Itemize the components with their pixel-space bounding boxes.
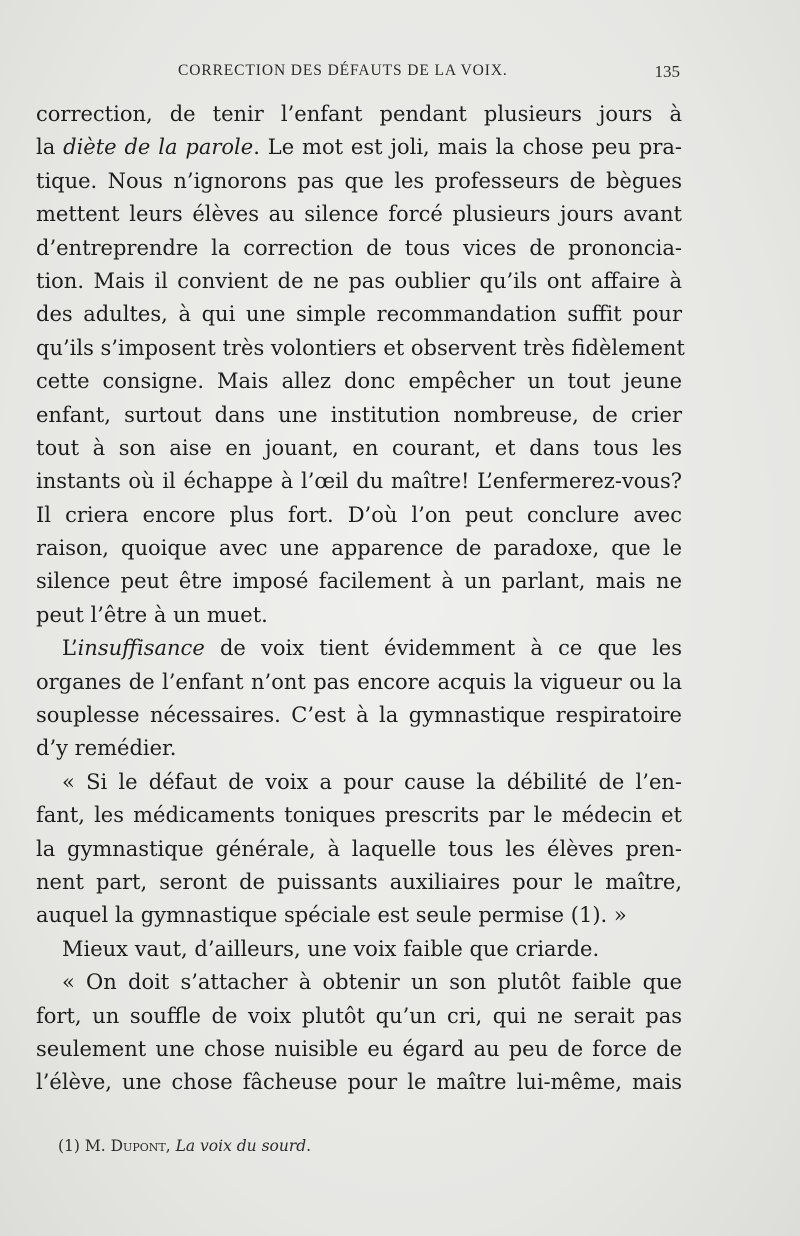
italic-word: insuffisance <box>77 636 205 661</box>
text-line: nent part, seront de puissants auxiliaires pour le maître, <box>36 869 682 894</box>
text-line: la diète de la parole. Le mot est joli, mais la chose peu pra- <box>36 135 682 160</box>
running-title: CORRECTION DES DÉFAUTS DE LA VOIX. <box>178 62 508 79</box>
page-header <box>36 62 680 88</box>
footnote-author: M. Dupont <box>84 1137 166 1155</box>
text-line: d’entreprendre la correction de tous vices de prononcia- <box>36 235 682 260</box>
text-line: auquel la gymnastique spéciale est seule permise (1). » <box>36 903 627 928</box>
footnote-marker: (1) <box>58 1137 85 1155</box>
footnote-title: La voix du sourd <box>175 1137 307 1155</box>
text-line: la gymnastique générale, à laquelle tous les élèves pren- <box>36 836 682 861</box>
text-line: L’insuffisance de voix tient évidemment à ce que les <box>62 636 682 661</box>
italic-phrase: diète de la parole <box>63 135 254 160</box>
page-number: 135 <box>654 62 680 81</box>
text-line: correction, de tenir l’enfant pendant plusieurs jours à <box>36 102 682 126</box>
text-line: silence peut être imposé facilement à un parlant, mais ne <box>36 569 682 594</box>
text-line: Mieux vaut, d’ailleurs, une voix faible que criarde. <box>62 936 600 961</box>
text-line: peut l’être à un muet. <box>36 602 268 627</box>
text-line: instants où il échappe à l’œil du maître! L’enfermerez-vous? <box>36 469 682 494</box>
body-text <box>36 98 685 1100</box>
text-line: tout à son aise en jouant, en courant, et dans tous les <box>36 435 682 460</box>
text-line: « Si le défaut de voix a pour cause la débilité de l’en- <box>62 769 682 794</box>
text-line: qu’ils s’imposent très volontiers et observent très fidèlement <box>36 335 685 360</box>
text-line: des adultes, à qui une simple recommandation suffit pour <box>36 302 682 327</box>
text-line: raison, quoique avec une apparence de paradoxe, que le <box>36 536 682 561</box>
text-line: tion. Mais il convient de ne pas oublier qu’ils ont affaire à <box>36 268 682 293</box>
text-line: seulement une chose nuisible eu égard au peu de force de <box>36 1036 682 1061</box>
text-line: fant, les médicaments toniques prescrits par le médecin et <box>36 803 682 828</box>
footnote: (1) M. Dupont, La voix du sourd. <box>58 1137 312 1155</box>
text-line: Il criera encore plus fort. D’où l’on peut conclure avec <box>36 502 682 527</box>
text-line: souplesse nécessaires. C’est à la gymnastique respiratoire <box>36 703 682 728</box>
text-line: mettent leurs élèves au silence forcé plusieurs jours avant <box>36 202 682 227</box>
text-line: l’élève, une chose fâcheuse pour le maître lui-même, mais <box>36 1070 682 1095</box>
text-line: fort, un souffle de voix plutôt qu’un cri, qui ne serait pas <box>36 1003 682 1028</box>
text-line: d’y remédier. <box>36 736 177 761</box>
text-line: cette consigne. Mais allez donc empêcher un tout jeune <box>36 369 682 394</box>
text-line: enfant, surtout dans une institution nombreuse, de crier <box>36 402 682 427</box>
text-line: tique. Nous n’ignorons pas que les professeurs de bègues <box>36 168 682 193</box>
text-line: « On doit s’attacher à obtenir un son plutôt faible que <box>62 970 682 995</box>
text-line: organes de l’enfant n’ont pas encore acquis la vigueur ou la <box>36 669 682 694</box>
